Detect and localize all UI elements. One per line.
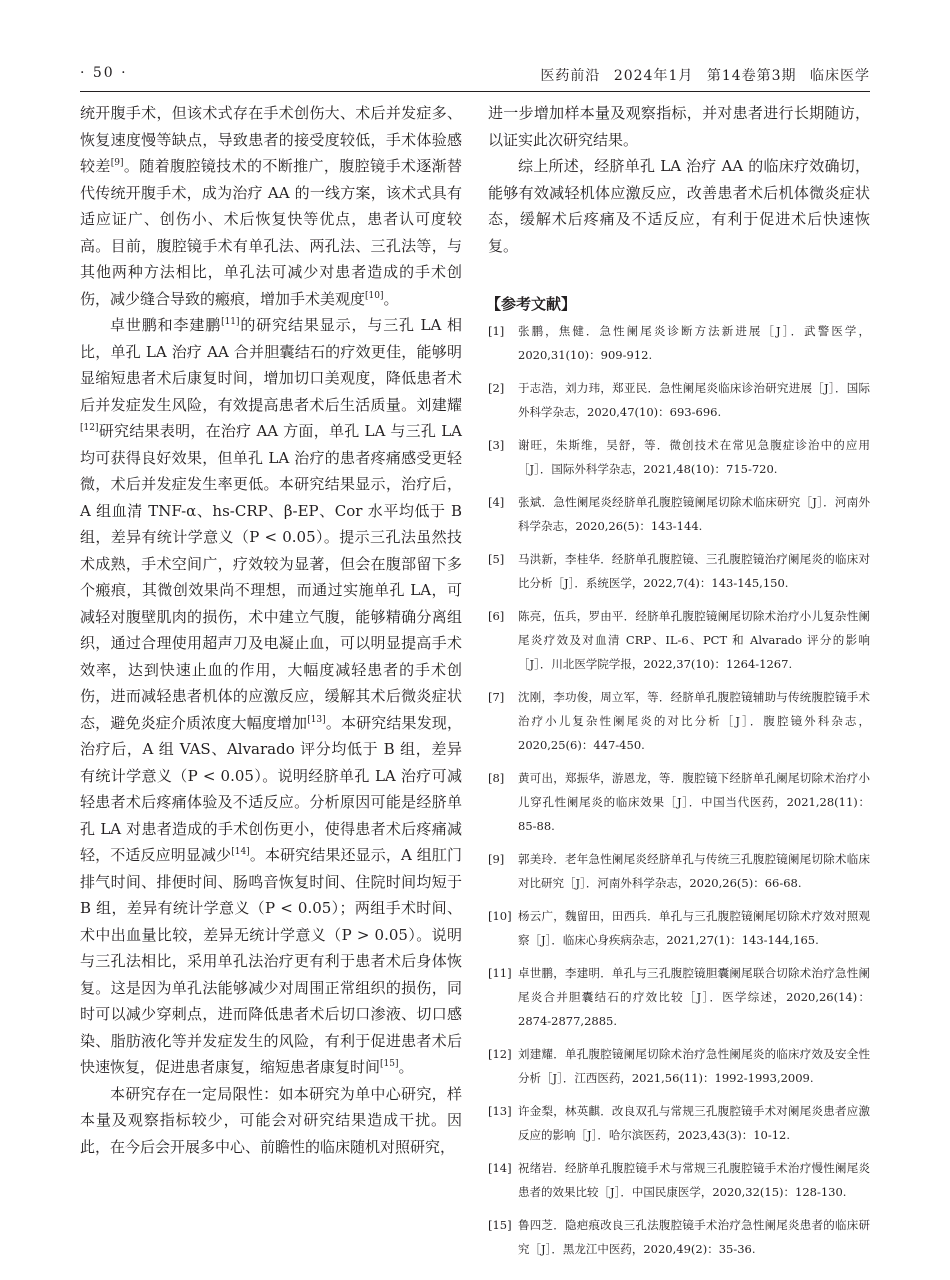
reference-item <box>488 433 870 481</box>
reference-item <box>488 490 870 538</box>
citation: [11] <box>221 317 240 327</box>
right-column <box>488 100 870 1270</box>
reference-item <box>488 604 870 676</box>
reference-number: [3] <box>488 438 505 452</box>
reference-item <box>488 1042 870 1090</box>
paragraph-text: 。本研究结果还显示，A 组肛门排气时间、排便时间、肠鸣音恢复时间、住院时间均短于 B 组，差异有统计学意义（P < 0.05）；两组手术时间、术中出血量比较，差异无统计学意义（P > 0.05）。说明与三孔法相比，采用单孔法治疗更有利于患者术后身体恢复。这是因为单孔法能够减少对周围正常组织的损伤，同时可以减少穿刺点，进而降低患者术后切口渗液、切口感染、脂肪液化等并发症发生的风险，有利于促进患者术后快速恢复，促进患者康复，缩短患者康复时间 <box>80 846 462 1076</box>
reference-text: 鲁四芝．隐疤痕改良三孔法腹腔镜手术治疗急性阑尾炎患者的临床研究［J］．黑龙江中医药，2020,49(2)：35-36. <box>518 1218 870 1256</box>
reference-number: [2] <box>488 381 505 395</box>
citation: [12] <box>80 423 99 433</box>
reference-number: [13] <box>488 1104 512 1118</box>
reference-number: [4] <box>488 495 505 509</box>
reference-text: 刘建耀．单孔腹腔镜阑尾切除术治疗急性阑尾炎的临床疗效及安全性分析［J］．江西医药，2021,56(11)：1992-1993,2009. <box>518 1047 870 1085</box>
citation: [9] <box>110 158 124 168</box>
paragraph-text: 的研究结果显示，与三孔 LA 相比，单孔 LA 治疗 AA 合并胆囊结石的疗效更佳，能够明显缩短患者术后康复时间，增加切口美观度，降低患者术后并发症发生风险，有效提高患者术后生活质量。刘建耀 <box>80 316 462 414</box>
reference-number: [14] <box>488 1161 512 1175</box>
paragraph-text: 。随着腹腔镜技术的不断推广，腹腔镜手术逐渐替代传统开腹手术，成为治疗 AA 的一线方案，该术式具有适应证广、创伤小、术后恢复快等优点，患者认可度较高。目前，腹腔镜手术有单孔法、两孔法、三孔法等，与其他两种方法相比，单孔法可减少对患者造成的手术创伤，减少缝合导致的瘢痕，增加手术美观度 <box>80 157 462 308</box>
reference-text: 卓世鹏，李建明．单孔与三孔腹腔镜胆囊阑尾联合切除术治疗急性阑尾炎合并胆囊结石的疗效比较［J］．医学综述，2020,26(14)：2874-2877,2885. <box>518 966 870 1028</box>
reference-number: [12] <box>488 1047 512 1061</box>
reference-item <box>488 547 870 595</box>
paragraph-1 <box>80 100 462 312</box>
reference-number: [9] <box>488 852 505 866</box>
reference-list <box>488 319 870 1261</box>
citation: [10] <box>365 290 384 301</box>
paragraph-text: 。本研究结果发现，治疗后，A 组 VAS、Alvarado 评分均低于 B 组，差异有统计学意义（P < 0.05）。说明经脐单孔 LA 治疗可减轻患者术后疼痛体验及不适反应。分析原因可能是经脐单孔 LA 对患者造成的手术创伤更小，使得患者术后疼痛减轻，不适反应明显减少 <box>80 713 462 864</box>
reference-text: 沈刚，李功俊，周立军，等．经脐单孔腹腔镜辅助与传统腹腔镜手术治疗小儿复杂性阑尾炎的对比分析［J］．腹腔镜外科杂志，2020,25(6)：447-450. <box>518 690 870 752</box>
page-number: · 50 · <box>80 65 128 81</box>
references-heading: 【参考文献】 <box>486 295 577 313</box>
reference-text: 杨云广，魏留田，田西兵．单孔与三孔腹腔镜阑尾切除术疗效对照观察［J］．临床心身疾病杂志，2021,27(1)：143-144,165. <box>518 909 870 947</box>
citation: [13] <box>307 714 326 725</box>
reference-number: [11] <box>488 966 512 980</box>
reference-number: [15] <box>488 1218 512 1232</box>
citation: [14] <box>231 847 250 857</box>
reference-item <box>488 376 870 424</box>
paragraph-continued: 进一步增加样本量及观察指标，并对患者进行长期随访，以证实此次研究结果。 <box>488 104 870 149</box>
reference-text: 郭美玲．老年急性阑尾炎经脐单孔与传统三孔腹腔镜阑尾切除术临床对比研究［J］．河南外科学杂志，2020,26(5)：66-68. <box>518 852 870 890</box>
paragraph-text: 卓世鹏和李建鹏 <box>110 316 222 334</box>
reference-item <box>488 961 870 1033</box>
paragraph-text: 统开腹手术，但该术式存在手术创伤大、术后并发症多、恢复速度慢等缺点，导致患者的接受度较低，手术体验感较差 <box>80 104 462 175</box>
reference-item <box>488 847 870 895</box>
reference-item <box>488 1099 870 1147</box>
reference-text: 谢旺，朱斯维，吴舒，等．微创技术在常见急腹症诊治中的应用［J］．国际外科学杂志，2021,48(10)：715-720. <box>518 438 870 476</box>
reference-item <box>488 319 870 367</box>
paragraph-3: 本研究存在一定局限性：如本研究为单中心研究，样本量及观察指标较少，可能会对研究结果造成干扰。因此，在今后会开展多中心、前瞻性的临床随机对照研究， <box>80 1084 462 1156</box>
paragraph-text: 。 <box>398 1058 414 1076</box>
reference-text: 张鹏，焦健．急性阑尾炎诊断方法新进展［J］．武警医学，2020,31(10)：909-912. <box>518 324 870 362</box>
reference-item <box>488 1213 870 1261</box>
conclusion-paragraph: 综上所述，经脐单孔 LA 治疗 AA 的临床疗效确切，能够有效减轻机体应激反应，改善患者术后机体微炎症状态，缓解术后疼痛及不适反应，有利于促进术后快速恢复。 <box>488 157 870 255</box>
reference-text: 陈亮，伍兵，罗由平．经脐单孔腹腔镜阑尾切除术治疗小儿复杂性阑尾炎疗效及对血清 CRP、IL-6、PCT 和 Alvarado 评分的影响［J］．川北医学院学报，2022,37(10)：1264-1267. <box>518 609 870 671</box>
reference-text: 黄可出，郑振华，游恩龙，等．腹腔镜下经脐单孔阑尾切除术治疗小儿穿孔性阑尾炎的临床效果［J］．中国当代医药，2021,28(11)：85-88. <box>518 771 870 833</box>
paragraph-text: 研究结果表明，在治疗 AA 方面，单孔 LA 与三孔 LA 均可获得良好效果，但单孔 LA 治疗的患者疼痛感受更轻微，术后并发症发生率更低。本研究结果显示，治疗后，A 组血清 TNF-α、hs-CRP、β-EP、Cor 水平均低于 B 组，差异有统计学意义（P < 0.05）。提示三孔法虽然技术成熟，手术空间广，疗效较为显著，但会在腹部留下多个瘢痕，其微创效果尚不理想，而通过实施单孔 LA，可减轻对腹壁肌肉的损伤，术中建立气腹，能够精确分离组织，通过合理使用超声刀及电凝止血，可以明显提高手术效率，达到快速止血的作用，大幅度减轻患者的手术创伤，进而减轻患者机体的应激反应，缓解其术后微炎症状态，避免炎症介质浓度大幅度增加 <box>80 422 462 732</box>
reference-text: 马洪新，李桂华．经脐单孔腹腔镜、三孔腹腔镜治疗阑尾炎的临床对比分析［J］．系统医学，2022,7(4)：143-145,150. <box>518 552 870 590</box>
reference-number: [10] <box>488 909 512 923</box>
reference-item <box>488 1156 870 1204</box>
reference-number: [6] <box>488 609 505 623</box>
reference-item <box>488 904 870 952</box>
citation: [15] <box>380 1059 399 1069</box>
reference-text: 许金梨，林英麒．改良双孔与常规三孔腹腔镜手术对阑尾炎患者应激反应的影响［J］．哈尔滨医药，2023,43(3)：10-12. <box>518 1104 870 1142</box>
reference-text: 于志浩，刘力玮，郑亚民．急性阑尾炎临床诊治研究进展［J］．国际外科学杂志，2020,47(10)：693-696. <box>518 381 870 419</box>
running-header <box>80 60 870 92</box>
journal-info: 医药前沿 2024年1月 第14卷第3期 临床医学 <box>540 68 870 84</box>
reference-number: [5] <box>488 552 505 566</box>
paragraph-2 <box>80 312 462 1081</box>
reference-text: 祝绪岩．经脐单孔腹腔镜手术与常规三孔腹腔镜手术治疗慢性阑尾炎患者的效果比较［J］．中国民康医学，2020,32(15)：128-130. <box>518 1161 870 1199</box>
reference-item <box>488 766 870 838</box>
reference-item <box>488 685 870 757</box>
left-column <box>80 100 462 1160</box>
reference-number: [1] <box>488 324 505 338</box>
reference-number: [8] <box>488 771 505 785</box>
paragraph-text: 。 <box>383 289 399 308</box>
reference-text: 张斌．急性阑尾炎经脐单孔腹腔镜阑尾切除术临床研究［J］．河南外科学杂志，2020,26(5)：143-144. <box>518 495 870 533</box>
reference-number: [7] <box>488 690 505 704</box>
